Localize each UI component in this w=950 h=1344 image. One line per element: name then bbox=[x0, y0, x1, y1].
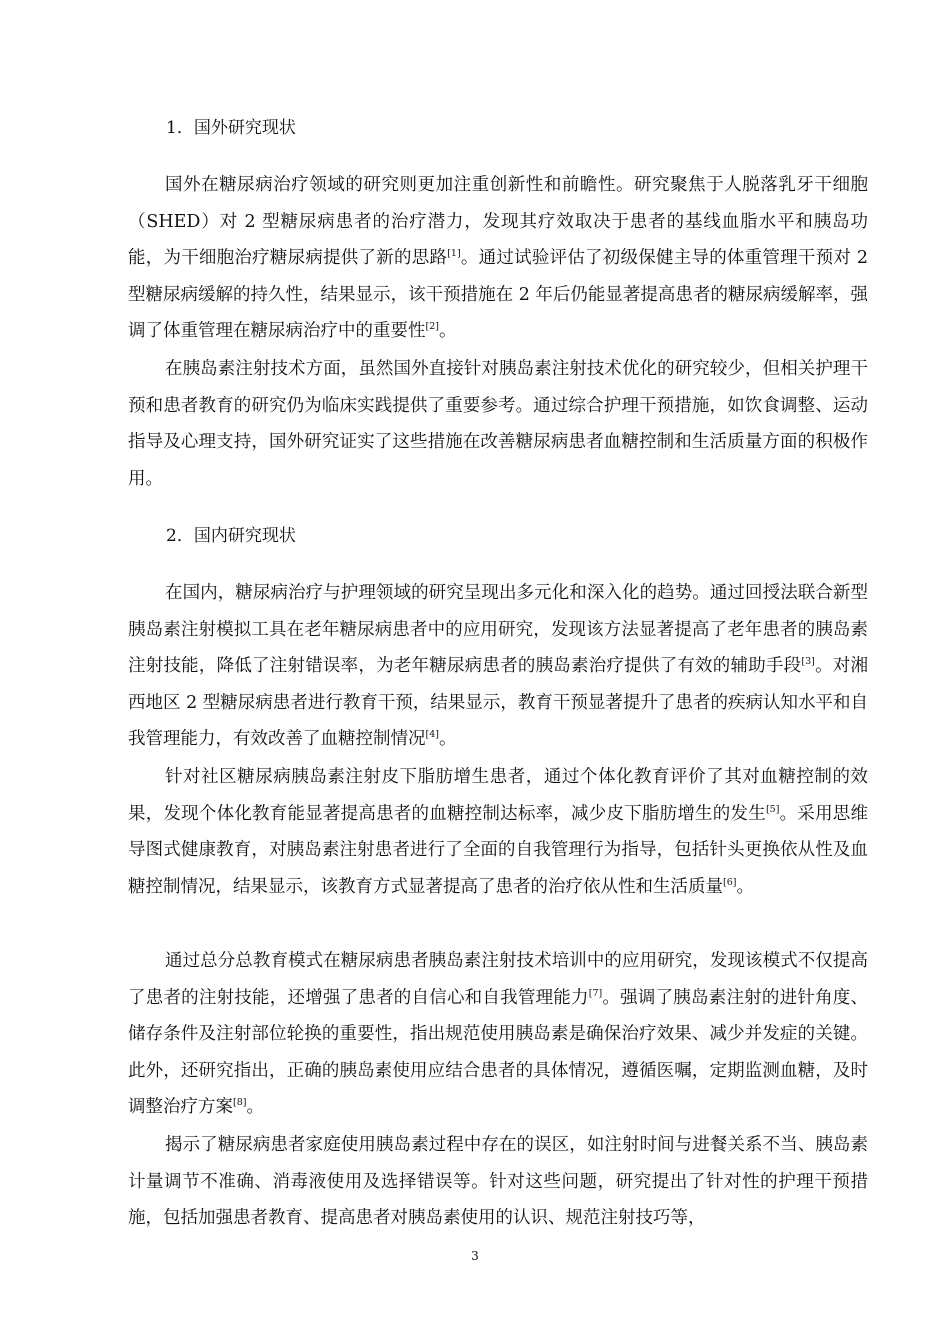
paragraph bbox=[128, 759, 868, 905]
citation: [2] bbox=[425, 321, 439, 333]
paragraph-text: 在国内，糖尿病治疗与护理领域的研究呈现出多元化和深入化的趋势。通过回授法联合新型胰岛素注射模拟工具在老年糖尿病患者中的应用研究，发现该方法显著提高了老年患者的胰岛素注射技能，降低了注射错误率，为老年糖尿病患者的胰岛素治疗提供了有效的辅助手段 bbox=[128, 583, 868, 676]
paragraph-text: 。强调了胰岛素注射的进针角度、储存条件及注射部位轮换的重要性，指出规范使用胰岛素是确保治疗效果、减少并发症的关键。此外，还研究指出，正确的胰岛素使用应结合患者的具体情况，遵循医嘱，定期监测血糖，及时调整治疗方案 bbox=[128, 987, 869, 1117]
page-number: 3 bbox=[471, 1249, 479, 1263]
paragraph bbox=[128, 575, 868, 758]
paragraph-text: 。 bbox=[246, 1097, 264, 1117]
paragraph-text: 。通过试验评估了初级保健主导的体重管理干预对 2 型糖尿病缓解的持久性，结果显示，该干预措施在 2 年后仍能显著提高患者的糖尿病缓解率，强调了体重管理在糖尿病治疗中的重要性 bbox=[128, 248, 868, 341]
paragraph-text: 在胰岛素注射技术方面，虽然国外直接针对胰岛素注射技术优化的研究较少，但相关护理干预和患者教育的研究仍为临床实践提供了重要参考。通过综合护理干预措施，如饮食调整、运动指导及心理支持，国外研究证实了这些措施在改善糖尿病患者血糖控制和生活质量方面的积极作用。 bbox=[128, 359, 868, 489]
section-heading-domestic-research: 2．国内研究现状 bbox=[166, 526, 296, 546]
citation: [8] bbox=[233, 1097, 247, 1109]
paragraph-text: 针对社区糖尿病胰岛素注射皮下脂肪增生患者，通过个体化教育评价了其对血糖控制的效果，发现个体化教育能显著提高患者的血糖控制达标率，减少皮下脂肪增生的发生 bbox=[128, 767, 868, 824]
paragraph bbox=[128, 351, 868, 497]
section-heading-foreign-research: 1．国外研究现状 bbox=[166, 118, 296, 138]
paragraph-text: 。 bbox=[438, 729, 457, 749]
paragraph-text: 国外在糖尿病治疗领域的研究则更加注重创新性和前瞻性。研究聚焦于人脱落乳牙干细胞（SHED）对 2 型糖尿病患者的治疗潜力，发现其疗效取决于患者的基线血脂水平和胰岛功能，为干细胞治疗糖尿病提供了新的思路 bbox=[128, 175, 868, 268]
citation: [7] bbox=[588, 987, 603, 999]
paragraph bbox=[128, 943, 868, 1126]
citation: [3] bbox=[801, 656, 815, 668]
paragraph bbox=[128, 167, 868, 350]
paragraph-text: 。 bbox=[736, 876, 754, 897]
paragraph-text: 揭示了糖尿病患者家庭使用胰岛素过程中存在的误区，如注射时间与进餐关系不当、胰岛素计量调节不准确、消毒液使用及选择错误等。针对这些问题，研究提出了针对性的护理干预措施，包括加强患者教育、提高患者对胰岛素使用的认识、规范注射技巧等， bbox=[128, 1135, 868, 1228]
citation: [1] bbox=[447, 248, 461, 260]
paragraph-text: 。采用思维导图式健康教育，对胰岛素注射患者进行了全面的自我管理行为指导，包括针头更换依从性及血糖控制情况，结果显示，该教育方式显著提高了患者的治疗依从性和生活质量 bbox=[128, 803, 869, 897]
citation: [5] bbox=[765, 803, 780, 815]
citation: [6] bbox=[723, 876, 737, 888]
citation: [4] bbox=[425, 729, 439, 741]
paragraph-text: 通过总分总教育模式在糖尿病患者胰岛素注射技术培训中的应用研究，发现该模式不仅提高了患者的注射技能，还增强了患者的自信心和自我管理能力 bbox=[128, 951, 868, 1008]
paragraph-text: 。 bbox=[438, 321, 457, 341]
paragraph-text: 。对湘西地区 2 型糖尿病患者进行教育干预，结果显示，教育干预显著提升了患者的疾病认知水平和自我管理能力，有效改善了血糖控制情况 bbox=[128, 656, 869, 749]
paragraph bbox=[128, 1127, 868, 1237]
